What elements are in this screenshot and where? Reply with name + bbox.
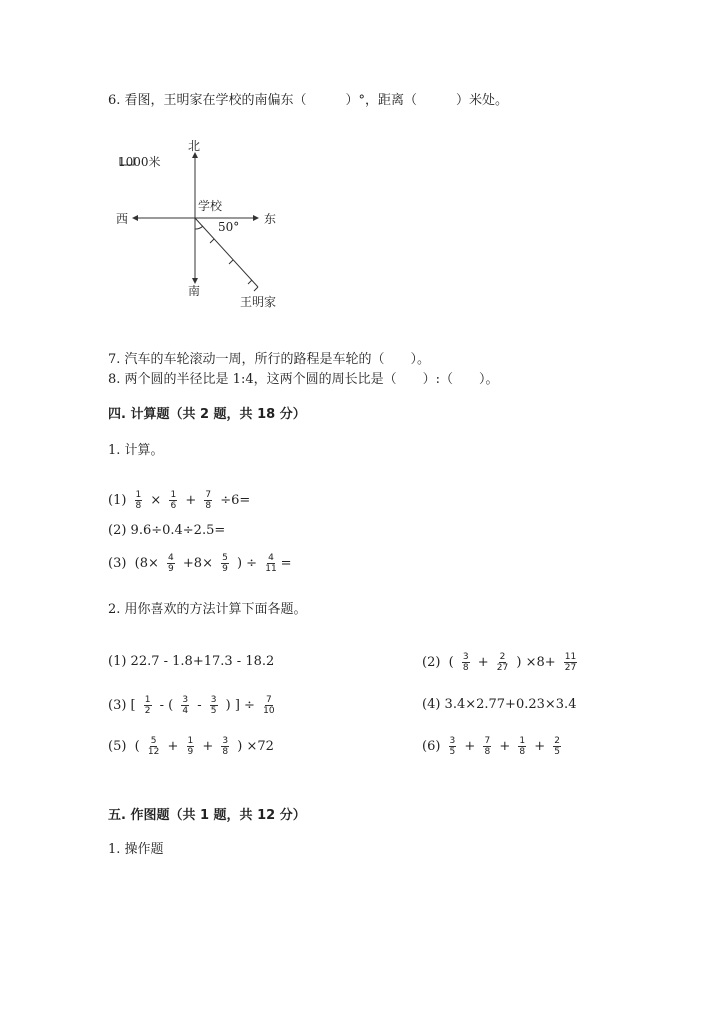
denominator: 11 [265, 564, 277, 574]
expression-text: (3) [ [108, 698, 140, 713]
expression [108, 523, 225, 538]
fraction [181, 695, 189, 716]
numerator: 5 [150, 736, 157, 746]
north-label: 北 [188, 139, 201, 153]
expression-text: ) ÷ [232, 556, 262, 571]
numerator: 3 [210, 695, 217, 705]
expression-text: ) ] ÷ [221, 698, 260, 713]
denominator: 6 [170, 501, 177, 511]
expression-text: + [473, 655, 493, 670]
question-7: 7. 汽车的车轮滚动一周，所行的路程是车轮的（ ）。 [108, 352, 431, 367]
fraction [221, 736, 229, 757]
expression-text: ÷6= [216, 493, 251, 508]
denominator: 27 [496, 663, 509, 673]
numerator: 1 [135, 490, 142, 500]
expression-text: (5) ( [108, 739, 144, 754]
expression-text: (4) 3.4×2.77+0.23×3.4 [422, 697, 577, 712]
numerator: 7 [484, 736, 491, 746]
expression-text: + [163, 739, 183, 754]
numerator: 7 [265, 695, 272, 705]
calc-question-1: 1. 计算。 [108, 443, 164, 458]
expression-text: + [181, 493, 201, 508]
denominator: 8 [462, 663, 469, 673]
expression [108, 695, 279, 716]
fraction [148, 736, 159, 757]
section-4-title: 四. 计算题（共 2 题，共 18 分） [108, 407, 306, 422]
school-label: 学校 [198, 199, 223, 213]
numerator: 1 [170, 490, 177, 500]
fraction [135, 490, 143, 511]
expression-text: (3) (8× [108, 556, 164, 571]
expression [108, 553, 292, 574]
fraction [210, 695, 218, 716]
expression [422, 697, 576, 712]
target-label: 王明家 [240, 295, 277, 309]
fraction [187, 736, 195, 757]
denominator: 12 [147, 747, 160, 757]
denominator: 9 [222, 564, 228, 574]
numerator: 3 [222, 736, 229, 746]
denominator: 10 [263, 706, 275, 716]
numerator: 5 [222, 553, 228, 563]
expression-text: × [146, 493, 166, 508]
expression-text: ) ×72 [233, 739, 274, 754]
east-label: 东 [264, 212, 277, 226]
denominator: 8 [135, 501, 142, 511]
denominator: 8 [484, 747, 491, 757]
section-5-title: 五. 作图题（共 1 题，共 12 分） [108, 808, 306, 823]
expression [422, 652, 581, 673]
fraction [144, 695, 152, 716]
numerator: 4 [268, 553, 274, 563]
fraction [449, 736, 457, 757]
denominator: 9 [187, 747, 194, 757]
fraction [518, 736, 526, 757]
expression [108, 736, 274, 757]
expression-text: ) ×8+ [512, 655, 560, 670]
numerator: 2 [499, 652, 506, 662]
expression-text: + [530, 739, 550, 754]
fraction [263, 695, 274, 716]
numerator: 2 [554, 736, 560, 746]
expression-text: + [460, 739, 480, 754]
denominator: 5 [210, 706, 217, 716]
numerator: 3 [449, 736, 456, 746]
angle-label: 50° [218, 220, 240, 234]
question-8: 8. 两个圆的半径比是 1:4，这两个圆的周长比是（ ）:（ ）。 [108, 372, 499, 387]
calc-question-2: 2. 用你喜欢的方法计算下面各题。 [108, 602, 307, 617]
fraction [204, 490, 212, 511]
scale-label: 1000米 [118, 155, 161, 169]
numerator: 1 [519, 736, 526, 746]
fraction [265, 553, 276, 574]
question-6: 6. 看图，王明家在学校的南偏东（ ）°，距离（ ）米处。 [108, 93, 509, 108]
numerator: 7 [205, 490, 212, 500]
denominator: 5 [449, 747, 456, 757]
expression-text: (1) 22.7 - 1.8+17.3 - 18.2 [108, 654, 275, 669]
fraction [553, 736, 561, 757]
numerator: 1 [144, 695, 151, 705]
fraction [169, 490, 177, 511]
expression-text: + [495, 739, 515, 754]
expression-text: (1) [108, 493, 131, 508]
expression-text: + [198, 739, 218, 754]
fraction [462, 652, 470, 673]
numerator: 3 [462, 652, 469, 662]
expression-text: - [193, 698, 206, 713]
expression [108, 654, 274, 669]
numerator: 4 [168, 553, 174, 563]
fraction [221, 553, 229, 574]
denominator: 8 [222, 747, 229, 757]
fraction [483, 736, 491, 757]
expression-text: (6) [422, 739, 445, 754]
denominator: 27 [564, 663, 577, 673]
expression-text: - ( [155, 698, 178, 713]
fraction [564, 652, 577, 673]
fraction [497, 652, 508, 673]
numerator: 1 [187, 736, 194, 746]
expression-text: (2) ( [422, 655, 458, 670]
expression-text: (2) 9.6÷0.4÷2.5= [108, 523, 226, 538]
expression [422, 736, 565, 757]
numerator: 3 [182, 695, 189, 705]
denominator: 5 [554, 747, 560, 757]
drawing-question-1: 1. 操作题 [108, 842, 164, 857]
denominator: 2 [144, 706, 151, 716]
expression-text: +8× [178, 556, 218, 571]
denominator: 9 [168, 564, 174, 574]
expression [108, 490, 250, 511]
denominator: 8 [519, 747, 526, 757]
direction-diagram [108, 135, 308, 315]
denominator: 8 [205, 501, 212, 511]
expression-text: = [280, 556, 292, 571]
numerator: 11 [564, 652, 577, 662]
south-label: 南 [188, 284, 201, 298]
west-label: 西 [116, 212, 129, 226]
fraction [167, 553, 175, 574]
denominator: 4 [182, 706, 189, 716]
